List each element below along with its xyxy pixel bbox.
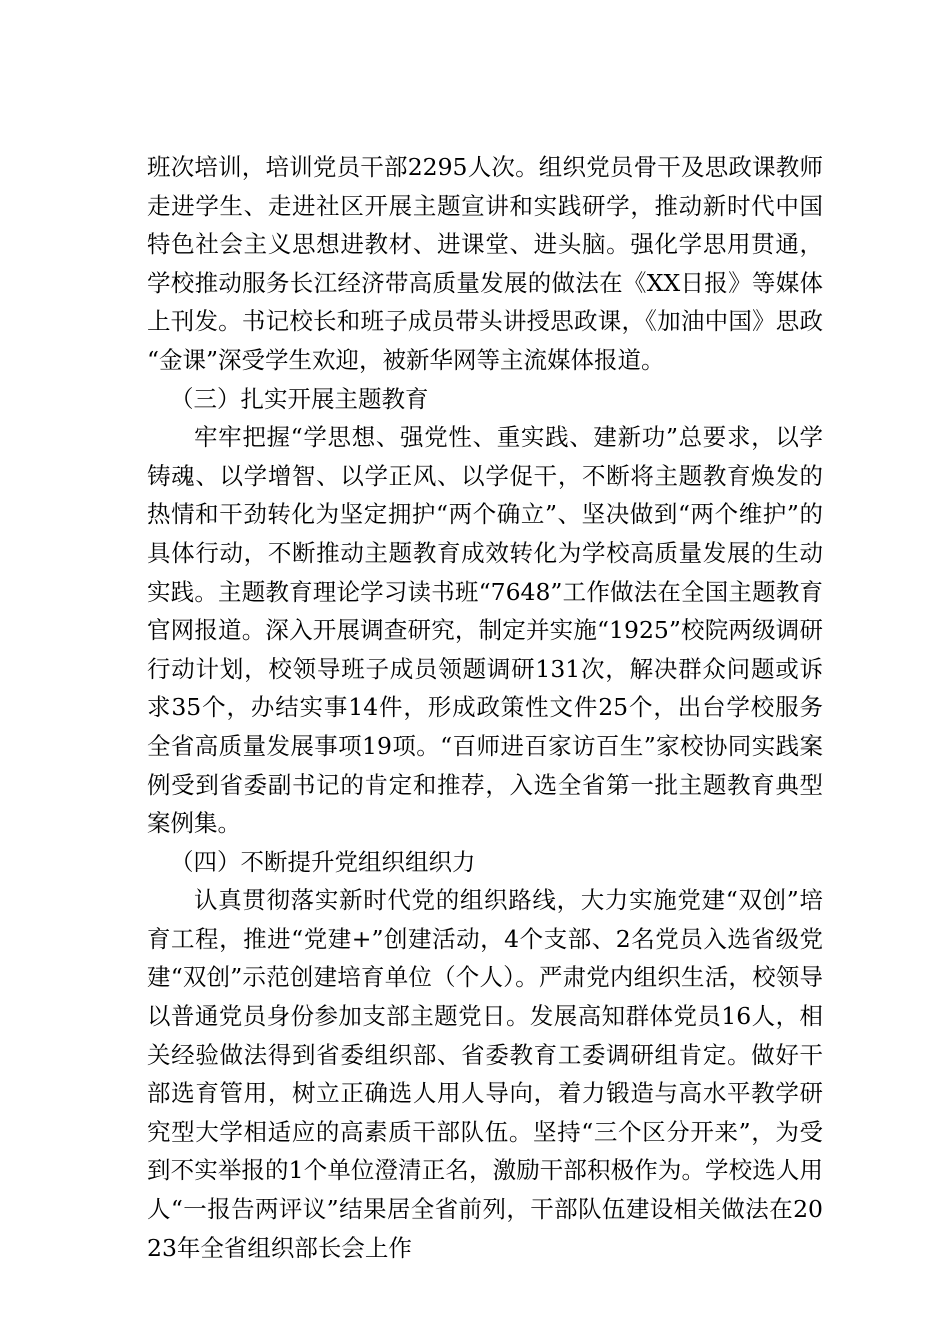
paragraph-training-continued: 班次培训，培训党员干部2295人次。组织党员骨干及思政课教师走进学生、走进社区开展主题宣讲和实践研学，推动新时代中国特色社会主义思想进教材、进课堂、进头脑。强化学思用贯通，学校推动服务长江经济带高质量发展的做法在《XX日报》等媒体上刊发。书记校长和班子成员带头讲授思政课，《加油中国》思政“金课”深受学生欢迎，被新华网等主流媒体报道。 <box>147 153 823 374</box>
section-heading-party-organization: （四）不断提升党组织组织力 <box>170 847 476 876</box>
paragraph-theme-education: 牢牢把握“学思想、强党性、重实践、建新功”总要求，以学铸魂、以学增智、以学正风、以学促干，不断将主题教育焕发的热情和干劲转化为坚定拥护“两个确立”、坚决做到“两个维护”的具体行动，不断推动主题教育成效转化为学校高质量发展的生动实践。主题教育理论学习读书班“7648”工作做法在全国主题教育官网报道。深入开展调查研究，制定并实施“1925”校院两级调研行动计划，校领导班子成员领题调研131次，解决群众问题或诉求35个，办结实事14件，形成政策性文件25个，出台学校服务全省高质量发展事项19项。“百师进百家访百生”家校协同实践案例受到省委副书记的肯定和推荐，入选全省第一批主题教育典型案例集。 <box>147 423 823 838</box>
paragraph-party-organization: 认真贯彻落实新时代党的组织路线，大力实施党建“双创”培育工程，推进“党建+”创建活动，4个支部、2名党员入选省级党建“双创”示范创建培育单位（个人）。严肃党内组织生活，校领导以普通党员身份参加支部主题党日。发展高知群体党员16人，相关经验做法得到省委组织部、省委教育工委调研组肯定。做好干部选育管用，树立正确选人用人导向，着力锻造与高水平教学研究型大学相适应的高素质干部队伍。坚持“三个区分开来”，为受到不实举报的1个单位澄清正名，激励干部积极作为。学校选人用人“一报告两评议”结果居全省前列，干部队伍建设相关做法在2023年全省组织部长会上作 <box>147 886 823 1262</box>
section-heading-theme-education: （三）扎实开展主题教育 <box>170 384 429 413</box>
document-body <box>147 148 823 1267</box>
